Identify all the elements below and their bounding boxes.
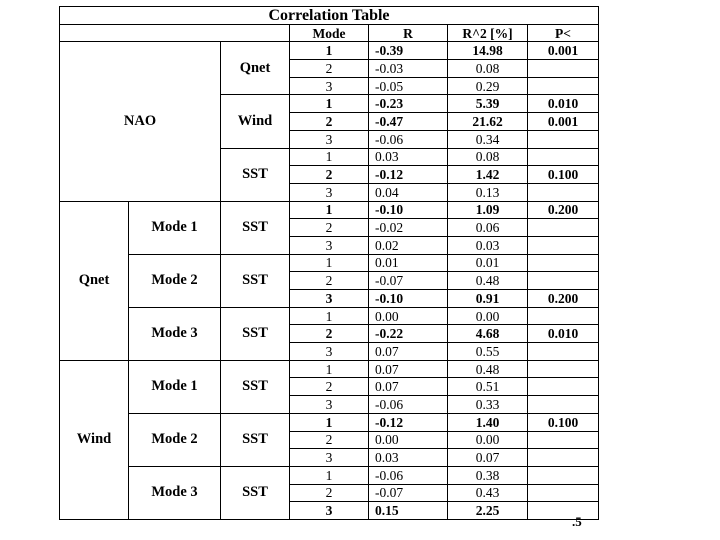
mode-cell: 2 (290, 484, 369, 502)
mode-cell: 3 (290, 236, 369, 254)
r2-cell: 0.48 (448, 360, 528, 378)
p-cell: 0.001 (528, 113, 599, 131)
r2-cell: 21.62 (448, 113, 528, 131)
r2-cell: 0.29 (448, 77, 528, 95)
r2-cell: 1.42 (448, 166, 528, 184)
group-label: NAO (60, 42, 221, 201)
mode-cell: 2 (290, 325, 369, 343)
p-cell: 0.100 (528, 166, 599, 184)
r-cell: -0.07 (369, 484, 448, 502)
p-cell (528, 343, 599, 361)
r-cell: -0.07 (369, 272, 448, 290)
p-cell (528, 60, 599, 78)
mode-cell: 1 (290, 95, 369, 113)
mode-cell: 3 (290, 396, 369, 414)
table-body (60, 7, 599, 520)
p-cell: 0.200 (528, 201, 599, 219)
r2-cell: 0.08 (448, 60, 528, 78)
r2-cell: 0.91 (448, 290, 528, 308)
p-cell (528, 449, 599, 467)
header-r: R (369, 24, 448, 42)
r2-cell: 0.06 (448, 219, 528, 237)
variable-label: SST (221, 413, 290, 466)
r2-cell: 0.33 (448, 396, 528, 414)
r-cell: 0.07 (369, 360, 448, 378)
r-cell: 0.03 (369, 148, 448, 166)
page-number: .5 (572, 514, 582, 529)
r-cell: 0.03 (369, 449, 448, 467)
r-cell: 0.00 (369, 431, 448, 449)
mode-cell: 2 (290, 219, 369, 237)
header-r2: R^2 [%] (448, 24, 528, 42)
r2-cell: 0.00 (448, 431, 528, 449)
mode-cell: 2 (290, 431, 369, 449)
table-row (60, 254, 599, 272)
r2-cell: 0.38 (448, 466, 528, 484)
r-cell: -0.47 (369, 113, 448, 131)
mode-cell: 2 (290, 378, 369, 396)
r-cell: -0.06 (369, 396, 448, 414)
r-cell: 0.01 (369, 254, 448, 272)
p-cell: 0.010 (528, 95, 599, 113)
r2-cell: 0.55 (448, 343, 528, 361)
r2-cell: 2.25 (448, 502, 528, 520)
r-cell: 0.07 (369, 343, 448, 361)
mode-cell: 3 (290, 183, 369, 201)
r2-cell: 1.40 (448, 413, 528, 431)
r-cell: -0.10 (369, 290, 448, 308)
mode-cell: 3 (290, 77, 369, 95)
group-label: Wind (60, 360, 129, 519)
p-cell (528, 396, 599, 414)
variable-label: SST (221, 201, 290, 254)
r-cell: -0.02 (369, 219, 448, 237)
variable-label: Wind (221, 95, 290, 148)
sub-mode-label: Mode 1 (129, 360, 221, 413)
p-cell (528, 130, 599, 148)
r2-cell: 0.13 (448, 183, 528, 201)
mode-cell: 1 (290, 360, 369, 378)
r2-cell: 1.09 (448, 201, 528, 219)
p-cell (528, 219, 599, 237)
header-p: P< (528, 24, 599, 42)
mode-cell: 1 (290, 148, 369, 166)
table-row (60, 42, 599, 60)
table-row (60, 307, 599, 325)
r2-cell: 4.68 (448, 325, 528, 343)
mode-cell: 2 (290, 60, 369, 78)
r2-cell: 14.98 (448, 42, 528, 60)
r2-cell: 0.34 (448, 130, 528, 148)
p-cell (528, 77, 599, 95)
mode-cell: 1 (290, 201, 369, 219)
variable-label: SST (221, 148, 290, 201)
p-cell (528, 484, 599, 502)
mode-cell: 2 (290, 166, 369, 184)
r2-cell: 0.03 (448, 236, 528, 254)
r-cell: -0.23 (369, 95, 448, 113)
p-cell (528, 378, 599, 396)
r-cell: 0.02 (369, 236, 448, 254)
variable-label: Qnet (221, 42, 290, 95)
r-cell: -0.12 (369, 166, 448, 184)
table-row (60, 413, 599, 431)
p-cell (528, 148, 599, 166)
r-cell: -0.10 (369, 201, 448, 219)
header-row (60, 24, 599, 42)
header-mode: Mode (290, 24, 369, 42)
p-cell (528, 236, 599, 254)
r-cell: 0.04 (369, 183, 448, 201)
p-cell (528, 272, 599, 290)
sub-mode-label: Mode 2 (129, 254, 221, 307)
correlation-table (59, 6, 599, 520)
r-cell: -0.06 (369, 130, 448, 148)
mode-cell: 2 (290, 113, 369, 131)
title-row (60, 7, 599, 25)
mode-cell: 3 (290, 290, 369, 308)
r-cell: 0.00 (369, 307, 448, 325)
p-cell (528, 307, 599, 325)
mode-cell: 2 (290, 272, 369, 290)
r-cell: -0.22 (369, 325, 448, 343)
p-cell (528, 502, 599, 520)
sub-mode-label: Mode 1 (129, 201, 221, 254)
sub-mode-label: Mode 3 (129, 307, 221, 360)
mode-cell: 3 (290, 343, 369, 361)
r-cell: -0.05 (369, 77, 448, 95)
r2-cell: 0.01 (448, 254, 528, 272)
mode-cell: 1 (290, 254, 369, 272)
r2-cell: 0.00 (448, 307, 528, 325)
variable-label: SST (221, 254, 290, 307)
variable-label: SST (221, 307, 290, 360)
p-cell (528, 431, 599, 449)
r2-cell: 0.48 (448, 272, 528, 290)
table-title: Correlation Table (60, 7, 599, 25)
table-row (60, 201, 599, 219)
p-cell: 0.100 (528, 413, 599, 431)
table-row (60, 360, 599, 378)
variable-label: SST (221, 466, 290, 519)
r-cell: 0.15 (369, 502, 448, 520)
table-row (60, 466, 599, 484)
sub-mode-label: Mode 2 (129, 413, 221, 466)
sub-mode-label: Mode 3 (129, 466, 221, 519)
mode-cell: 1 (290, 42, 369, 60)
mode-cell: 1 (290, 413, 369, 431)
r-cell: -0.06 (369, 466, 448, 484)
header-blank (60, 24, 290, 42)
variable-label: SST (221, 360, 290, 413)
p-cell: 0.001 (528, 42, 599, 60)
r2-cell: 0.08 (448, 148, 528, 166)
group-label: Qnet (60, 201, 129, 360)
r2-cell: 0.07 (448, 449, 528, 467)
r2-cell: 5.39 (448, 95, 528, 113)
mode-cell: 3 (290, 449, 369, 467)
p-cell (528, 254, 599, 272)
p-cell (528, 466, 599, 484)
p-cell (528, 360, 599, 378)
mode-cell: 1 (290, 307, 369, 325)
mode-cell: 1 (290, 466, 369, 484)
p-cell: 0.200 (528, 290, 599, 308)
mode-cell: 3 (290, 502, 369, 520)
r-cell: -0.03 (369, 60, 448, 78)
p-cell (528, 183, 599, 201)
r-cell: -0.12 (369, 413, 448, 431)
r2-cell: 0.43 (448, 484, 528, 502)
r2-cell: 0.51 (448, 378, 528, 396)
mode-cell: 3 (290, 130, 369, 148)
r-cell: -0.39 (369, 42, 448, 60)
p-cell: 0.010 (528, 325, 599, 343)
r-cell: 0.07 (369, 378, 448, 396)
